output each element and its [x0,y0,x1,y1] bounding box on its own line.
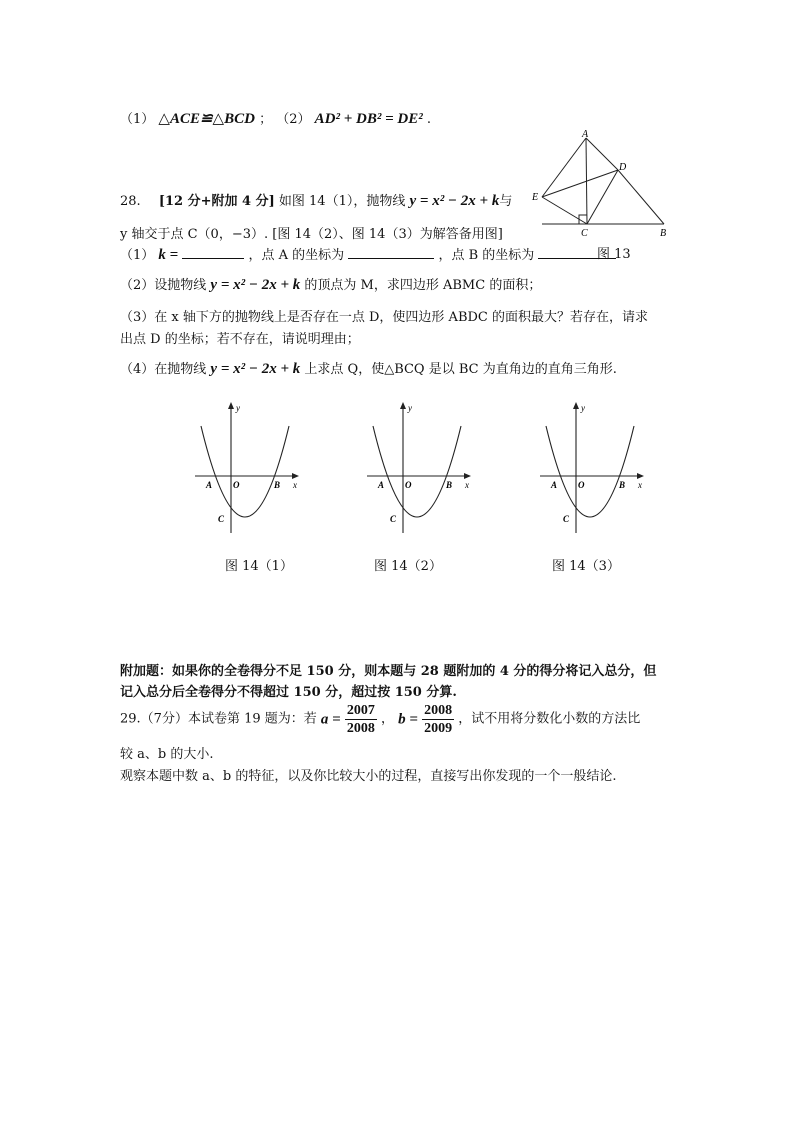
q28-part3-line1: （3）在 x 轴下方的抛物线上是否存在一点 D，使四边形 ABDC 的面积最大？若存在，请求 [120,310,648,325]
fig14-3-x-arrow [637,473,644,479]
q28-part2-parabola: y = x² − 2x + k [210,277,301,293]
q28-part1-b-text: ，点 B 的坐标为 [438,248,535,263]
figure-13 [530,130,675,255]
q29-a-numerator: 2007 [346,703,375,718]
q28-part1-number: （1） [120,248,155,263]
fig14-3-y-arrow [573,402,579,409]
q28-k-label: k = [158,247,179,263]
fig14-2-a-label: A [378,480,385,490]
fig14-3-o-label: O [578,480,585,490]
q29-comma: ， [381,711,395,727]
figure-14-1 [195,398,315,538]
q28-line2: y 轴交于点 C（0，−3）. [图 14（2）、图 14（3）为解答备用图] [120,227,503,242]
q29-line1 [120,702,640,737]
q29-line3: 观察本题中数 a、b 的特征，以及你比较大小的过程，直接写出你发现的一个一般结论. [120,769,617,784]
q28-parabola-expr: y = x² − 2x + k [409,193,500,209]
fig13-segment-db [618,170,664,224]
fig14-3-b-label: B [619,480,626,490]
figure-14-3 [540,398,660,538]
q27-separator: ； [259,112,273,127]
fig14-1-x-arrow [292,473,299,479]
q27-congruence-expr: △ACE≌△BCD [158,111,255,127]
fig13-label-e: E [532,192,539,203]
fig14-3-parabola [546,426,634,517]
fig14-2-caption: 图 14（2） [374,559,442,574]
fig14-3-x-label: x [638,480,642,490]
fig14-1-c-label: C [218,514,225,524]
fig13-label-a: A [582,130,589,140]
q28-part4-text-a: （4）在抛物线 [120,362,207,377]
q27-period: . [426,112,432,127]
q28-intro-tail: 与 [499,194,513,209]
q29-intro: 29.（7分）本试卷第 19 题为：若 [120,711,317,727]
fig14-2-o-label: O [405,480,412,490]
fig14-1-b-label: B [274,480,281,490]
fig14-2-b-label: B [446,480,453,490]
q29-a-denominator: 2008 [346,721,375,736]
q28-part2 [120,274,541,294]
fig14-2-parabola [373,426,461,517]
fig14-1-parabola [201,426,289,517]
q28-part2-text-b: 的顶点为 M，求四边形 ABMC 的面积； [304,278,542,293]
q29-intro-tail: ，试不用将分数化小数的方法比 [458,711,641,727]
fig14-1-a-label: A [206,480,213,490]
fig13-segment-cd [587,170,618,224]
q28-intro: 如图 14（1），抛物线 [278,194,406,209]
fig13-label-b: B [660,228,667,239]
fig13-segment-ad [586,138,618,170]
q29-b-numerator: 2008 [424,703,453,718]
fig14-3-a-label: A [551,480,558,490]
q29-b-label: b = [398,711,418,728]
q28-part1 [120,244,616,264]
bonus-note-line1: 附加题：如果你的全卷得分不足 150 分，则本题与 28 题附加的 4 分的得分将记入总分，但 [120,664,657,679]
q29-b-denominator: 2009 [424,721,453,736]
fig13-label-c: C [581,228,588,239]
q28-part2-text-a: （2）设抛物线 [120,278,207,293]
q29-fraction-b [422,702,454,737]
q28-part4-parabola: y = x² − 2x + k [210,361,301,377]
q29-a-label: a = [320,711,341,728]
fig14-1-o-label: O [233,480,240,490]
fig14-1-y-arrow [228,402,234,409]
fig14-1-caption: 图 14（1） [225,559,293,574]
fig14-2-x-label: x [465,480,469,490]
q27-part1-number: （1） [120,112,155,127]
fig14-2-y-label: y [408,403,412,413]
fig14-2-x-arrow [464,473,471,479]
fig13-caption: 图 13 [597,247,631,262]
q28-part3-line2: 出点 D 的坐标；若不存在，请说明理由； [120,332,360,347]
fig13-segment-ae [542,138,586,197]
fig14-1-x-label: x [293,480,297,490]
q28-number: 28. [120,194,141,209]
q28-points: [12 分+附加 4 分] [158,194,275,209]
fig14-3-caption: 图 14（3） [552,559,620,574]
q27-line [120,108,431,128]
q29-line2: 较 a、b 的大小. [120,747,214,762]
fig14-2-c-label: C [390,514,397,524]
fig13-label-d: D [619,162,627,173]
q29-fraction-a [345,702,377,737]
fig14-2-y-arrow [400,402,406,409]
fig13-segment-ed [542,170,618,197]
q28-k-blank [182,246,244,259]
q28-part4 [120,358,617,378]
fig14-3-y-label: y [581,403,585,413]
q28-heading-line [120,190,512,210]
q27-pythagoras-expr: AD² + DB² = DE² [314,111,423,127]
fig14-3-c-label: C [563,514,570,524]
q27-part2-number: （2） [276,112,311,127]
q28-point-a-blank [348,246,434,259]
bonus-note-line2: 记入总分后全卷得分不得超过 150 分，超过按 150 分算. [120,685,457,700]
fig14-1-y-label: y [236,403,240,413]
fig13-segment-ec [542,197,587,224]
figure-14-2 [367,398,487,538]
q28-part4-text-b: 上求点 Q，使△BCQ 是以 BC 为直角边的直角三角形. [304,362,617,377]
q28-part1-a-text: ，点 A 的坐标为 [248,248,345,263]
